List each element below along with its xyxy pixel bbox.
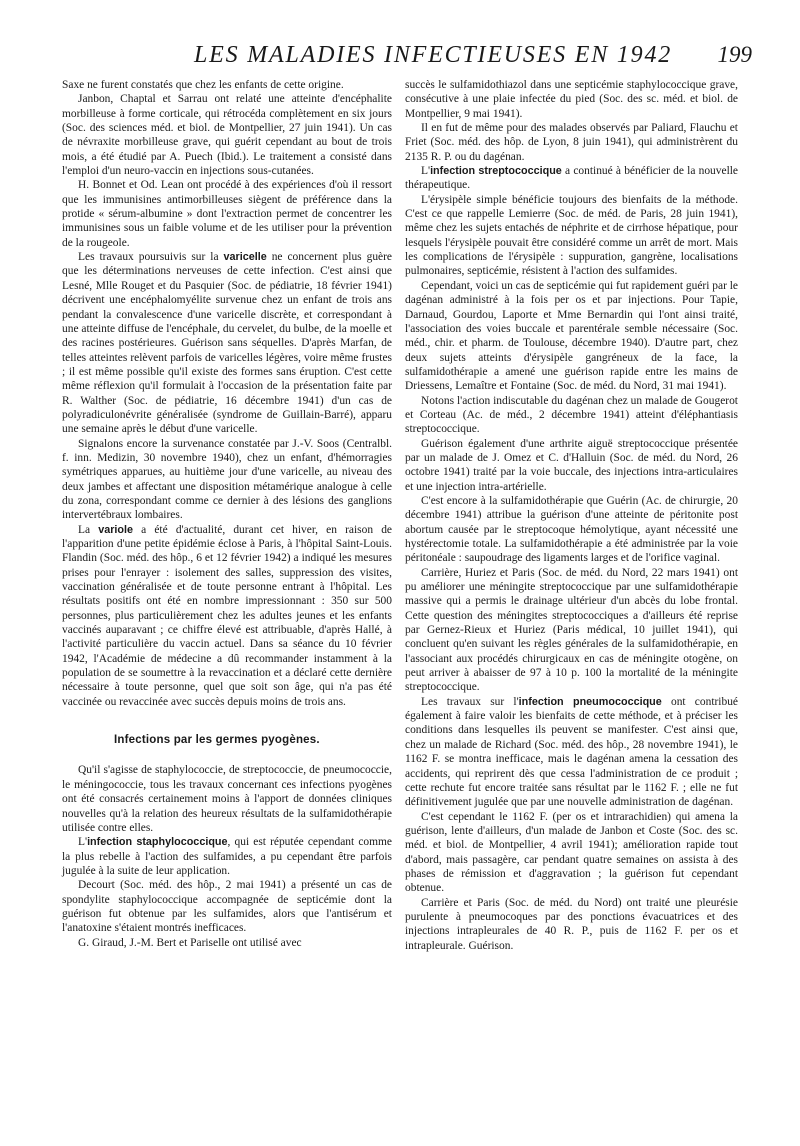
paragraph: C'est cependant le 1162 F. (per os et intrarachidien) qui amena la guérison, lente d'ailleurs, d'un malade de Janbon et Coste (Soc. des sc. méd. et biol. de Montpellier, 4 avril 1941); amélioration rapide tout d'abord, mais passagère, car pendant quatre semaines on assista à des phases de rémission et d'aggravation ; la guérison fut cependant obtenue.	[405, 810, 738, 895]
paragraph-variole	[62, 523, 392, 709]
paragraph: Notons l'action indiscutable du dagénan chez un malade de Gougerot et Corteau (Ac. de méd., 2 décembre 1941) atteint d'éléphantiasis streptococcique.	[405, 394, 738, 436]
page-header	[62, 42, 752, 78]
paragraph: Janbon, Chaptal et Sarrau ont relaté une atteinte d'encéphalite morbilleuse à forme corticale, qui rétrocéda complètement en six jours (Soc. des sciences méd. et biol. de Montpellier, 27 juin 1941). Un cas de névraxite morbilleuse grave, qui guérit cependant au bout de trois mois, a été étudié par A. Puech (Ibid.). Le traitement a consisté dans l'emploi d'un neuro-vaccin en injections sous-cutanées.	[62, 93, 392, 178]
paragraph-text: L'	[78, 836, 88, 849]
paragraph-text: a été d'actualité, durant cet hiver, en raison de l'apparition d'une petite épidémie éclose à Paris, à l'hôpital Saint-Louis. Flandin (Soc. méd. des hôp., 6 et 12 février 1942) a indiqué les mesures prises pour l'enrayer : isolement des salles, suppression des visites, vaccination généralisée et de toute personne entrant à l'hôpital. Les résultats positifs ont été en nombre impressionnant : 350 sur 500 personnes, plus particulièrement chez les adultes jeunes et les enfants vaccinés auparavant ; ce chiffre élevé est attribuable, d'après Hallé, à l'activité particulière du vaccin actuel. Dans sa séance du 10 février 1942, l'Académie de médecine a dû recommander instamment à la population de se soumettre à la revaccination et a déclaré cette dernière nécessaire à toute personne, quel que soit son âge, qui n'a pas été vaccinée ou revaccinée avec succès depuis moins de trois ans.	[62, 523, 392, 708]
keyword-infection-staphylococcique: infection staphylococcique	[87, 836, 228, 849]
paragraph: Carrière, Huriez et Paris (Soc. de méd. du Nord, 22 mars 1941) ont pu améliorer une méningite streptococcique par une sulfamidothérapie massive qui a permis le drainage ultérieur d'un abcès du lobe frontal. Cette question des méningites streptococciques a d'ailleurs été reprise par Gernez-Rieux et Huriez (Paris médical, 10 juillet 1941), qui concluent qu'en suivant les règles générales de la sulfamidothérapie, en l'associant aux procédés chirurgicaux en cas de méningite otogène, on peut arriver à abaisser de 97 à 10 p. 100 la mortalité de la méningite streptococcique.	[405, 566, 738, 694]
paragraph: Qu'il s'agisse de staphylococcie, de streptococcie, de pneumococcie, le méningococcie, tous les travaux concernant ces infections pyogènes ont été consacrés certainement moins à l'apport de données cliniques nouvelles qu'à la relation des heureux résultats de la sulfamidothérapie utilisée contre elles.	[62, 764, 392, 834]
keyword-infection-streptococcique: infection streptococcique	[430, 165, 562, 178]
running-title: LES MALADIES INFECTIEUSES EN 1942	[194, 42, 673, 68]
page-number: 199	[717, 42, 752, 67]
left-column	[62, 78, 392, 950]
paragraph: succès le sulfamidothiazol dans une septicémie staphylococcique grave, consécutive à une plaie infectée du pied (Soc. des sc. méd. et biol. de Montpellier, 9 mai 1941).	[405, 79, 738, 120]
paragraph: Decourt (Soc. méd. des hôp., 2 mai 1941) a présenté un cas de spondylite staphylococcique accompagnée de septicémie dont la guérison fut obtenue par les sulfamides, alors que l'antisérum et l'anatoxine s'étaient montrés inefficaces.	[62, 879, 392, 935]
paragraph-text: a continué à bénéficier de la nouvelle thérapeutique.	[405, 165, 739, 192]
paragraph: C'est encore à la sulfamidothérapie que Guérin (Ac. de chirurgie, 20 décembre 1941) attribue la guérison d'une atteinte de péritonite post abortum causée par le streptocoque hémolytique, ayant nécessité une hystérectomie totale. La sulfamidothérapie a été administrée par la voie péritonéale : saupoudrage des ligaments larges et de l'orifice vaginal.	[405, 494, 738, 565]
paragraph-staphylococcique	[62, 835, 392, 878]
paragraph: Carrière et Paris (Soc. de méd. du Nord) ont traité une pleurésie purulente à pneumocoques par des ponctions évacuatrices et des injections intrapleurales de 40 R. P., puis de 1162 F. per os et intrapleurale. Guérison.	[405, 896, 738, 952]
paragraph: Guérison également d'une arthrite aiguë streptococcique présentée par un malade de J. Omez et C. d'Halluin (Soc. de méd. du Nord, 26 octobre 1941) traité par la voie buccale, des injections intra-articulaires et une injection intra-artérielle.	[405, 437, 738, 493]
section-heading: Infections par les germes pyogènes.	[114, 734, 320, 747]
paragraph-streptococcique	[405, 164, 738, 193]
paragraph-text: Les travaux sur l'	[421, 695, 519, 708]
paragraph-text: ne concernent plus guère que les déterminations nerveuses de cette infection. C'est ainsi que Lesné, Mlle Rouget et du Pasquier (Soc. de pédiatrie, 18 février 1941) décrivent une encéphalomyélite survenue chez un enfant de trois ans pendant la convalescence d'une varicelle discrète, et correspondant à une atteinte diffuse de l'encéphale, du cervelet, du bulbe, de la moelle et des racines postérieures. Guérison sans séquelles. D'après Marfan, de telles atteintes relèvent parfois de varicelles légères, voire même frustes ; il est même possible qu'il existe des formes sans éruption. C'est cette même réflexion qu'il formulait à l'occasion de la présentation faite par R. Walther (Soc. de pédiatrie, 16 décembre 1941) d'un cas de polyradiculonévrite généralisée (syndrome de Guillain-Barré), apparu une semaine après le début d'une varicelle.	[62, 251, 392, 436]
paragraph-text: Les travaux poursuivis sur la	[78, 251, 224, 264]
keyword-infection-pneumococcique: infection pneumococcique	[518, 695, 662, 708]
paragraph-text: ont contribué également à faire valoir les bienfaits de cette méthode, et à préciser les conditions dans lesquelles ils peuvent se manifester. C'est ainsi que, chez un malade de Richard (Soc. méd. des hôp., 28 novembre 1941), le 1162 F. se montra inefficace, mais le dagénan amena la cessation des accidents, qui reprirent dès que cessa l'administration de ce produit ; cette rechute fut encore traitée sans résultat par le 1162 F. ; elle ne fut définitivement jugulée que par une nouvelle administration de dagénan.	[405, 695, 739, 809]
paragraph-pneumococcique	[405, 695, 738, 810]
paragraph: G. Giraud, J.-M. Bert et Pariselle ont utilisé avec	[78, 936, 302, 949]
paragraph-varicelle	[62, 250, 392, 436]
paragraph-text: L'	[421, 165, 431, 178]
paragraph-text: La	[78, 523, 99, 536]
paragraph: Il en fut de même pour des malades observés par Paliard, Flauchu et Friet (Soc. méd. des hôp. de Lyon, 8 juin 1941), qui administrèrent du 2135 R. P. ou du dagénan.	[405, 122, 738, 163]
paragraph-text: , qui est réputée cependant comme la plus rebelle à l'action des sulfamides, a pu cependant être parfois jugulée à la suite de leur application.	[62, 836, 392, 877]
paragraph: L'érysipèle simple bénéficie toujours des bienfaits de la méthode. C'est ce que rappelle Lemierre (Soc. de méd. de Paris, 28 juin 1941), même chez les sujets entachés de néphrite et de cirrhose hépatique, pour lesquels l'érysipèle pouvait être considéré comme un arrêt de mort. Mais les complications de l'érysipèle : suppuration, gangrène, localisations pulmonaires, septicémie, résistent à l'action des sulfamides.	[405, 193, 738, 278]
paragraph: Cependant, voici un cas de septicémie qui fut rapidement guéri par le dagénan administré à la fois per os et par injections. Pour Tapie, Darnaud, Gourdou, Laporte et Mme Bernardin qui l'ont ainsi traité, l'association des voies buccale et parentérale semble nécessaire (Soc. méd., chir. et pharm. de Toulouse, décembre 1940). D'autre part, chez deux sujets atteints d'érysipèle gangréneux de la face, la sulfamidothérapie a amené une guérison rapide entre les mains de Driessens, Lemaître et Fontaine (Soc. de méd. du Nord, 31 mai 1941).	[405, 279, 738, 393]
paragraph: Saxe ne furent constatés que chez les enfants de cette origine.	[62, 79, 344, 91]
right-column	[405, 78, 738, 953]
paragraph: H. Bonnet et Od. Lean ont procédé à des expériences d'où il ressort que les immunisines antimorbilleuses siègent de préférence dans la protide « sérum-albumine » dont l'extraction permet de concentrer les immunisines sous un faible volume et de les utiliser pour la prévention de la rougeole.	[62, 179, 392, 249]
keyword-varicelle: varicelle	[223, 251, 267, 264]
keyword-variole: variole	[98, 523, 134, 536]
paragraph: Signalons encore la survenance constatée par J.-V. Soos (Centralbl. f. inn. Medizin, 30 novembre 1940), chez un enfant, d'hémorragies symétriques apparues, au huitième jour d'une varicelle, au niveau des deux jambes et affectant une disposition métamérique analogue à celle du zona, correspondant comme ce dernier à des lésions des ganglions intervertébraux lombaires.	[62, 437, 392, 522]
